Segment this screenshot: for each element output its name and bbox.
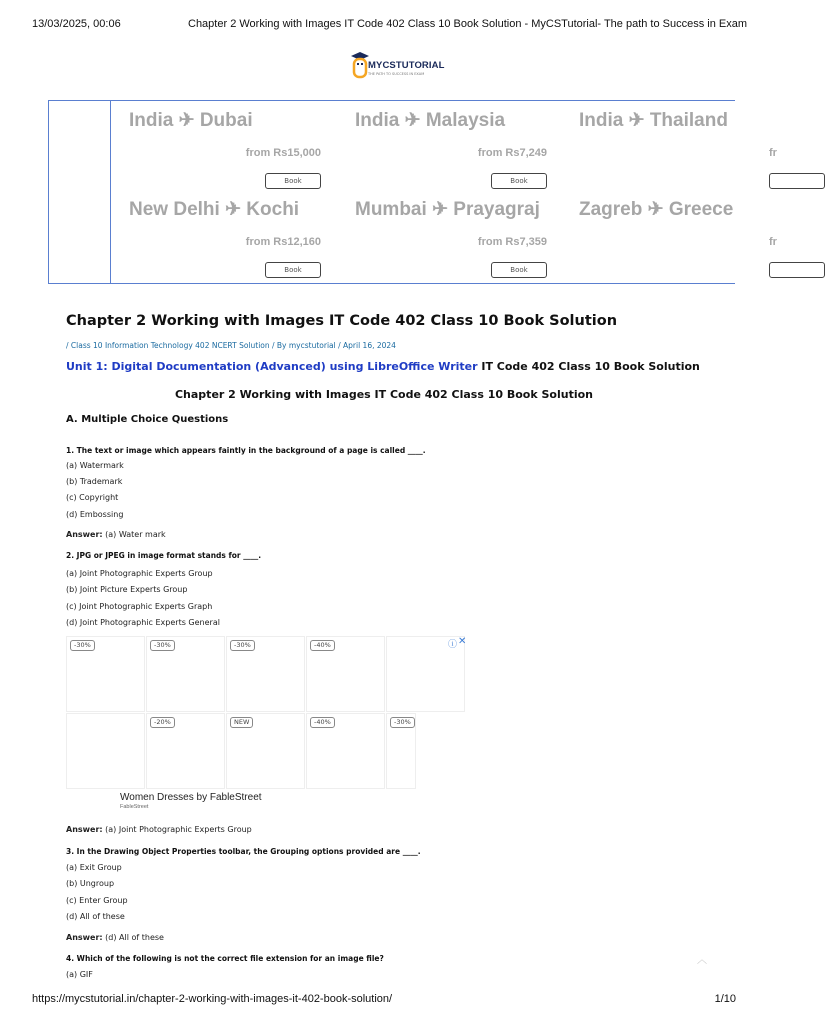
ad-info-icon[interactable]: ⓘ [448, 640, 458, 650]
ad-tile[interactable] [306, 713, 385, 789]
discount-badge: -40% [310, 640, 335, 651]
discount-badge: -30% [150, 640, 175, 651]
flight-route: New Delhi ✈ Kochi [129, 199, 300, 220]
book-button[interactable]: Book [265, 173, 321, 189]
ad-tile[interactable] [386, 713, 416, 789]
ad-tile[interactable] [146, 636, 225, 712]
flight-card[interactable] [337, 190, 561, 278]
discount-badge: -30% [230, 640, 255, 651]
discount-badge: -30% [390, 717, 415, 728]
flight-price: from Rs12,160 [245, 236, 321, 248]
print-header [0, 18, 768, 32]
dress-ad[interactable] [66, 636, 466, 816]
flight-card[interactable] [561, 190, 785, 278]
ad-source: FableStreet [120, 804, 149, 810]
flight-card[interactable] [561, 101, 785, 189]
article-meta[interactable]: / Class 10 Information Technology 402 NCERT Solution / By mycstutorial / April 16, 2024 [66, 341, 396, 350]
discount-badge: -40% [310, 717, 335, 728]
unit-link[interactable]: Unit 1: Digital Documentation (Advanced) using LibreOffice Writer [66, 360, 478, 373]
plane-icon: ✈ [628, 110, 645, 131]
question-text: 2. JPG or JPEG in image format stands for ____. [66, 551, 262, 560]
question-text: 3. In the Drawing Object Properties toolbar, the Grouping options provided are ____. [66, 847, 421, 856]
logo-tagline: THE PATH TO SUCCESS IN EXAM [368, 72, 425, 76]
flight-card[interactable] [111, 101, 335, 189]
book-button[interactable]: Book [491, 173, 547, 189]
answer: Answer: (d) All of these [66, 933, 164, 942]
print-page-title: Chapter 2 Working with Images IT Code 402 Class 10 Book Solution - MyCSTutorial- The path to Success in Exam [188, 18, 748, 30]
option: (b) Joint Picture Experts Group [66, 585, 188, 594]
option: (d) All of these [66, 912, 125, 921]
option: (a) Joint Photographic Experts Group [66, 569, 213, 578]
print-footer [0, 993, 768, 1007]
flight-price: from Rs15,000 [245, 147, 321, 159]
flight-price: fr [769, 147, 777, 159]
option: (d) Joint Photographic Experts General [66, 618, 220, 627]
unit-line-rest: IT Code 402 Class 10 Book Solution [477, 360, 700, 373]
option: (c) Copyright [66, 493, 119, 502]
new-badge: NEW [230, 717, 253, 728]
flight-route: Zagreb ✈ Greece [579, 199, 734, 220]
plane-icon: ✈ [225, 199, 242, 220]
flight-card[interactable] [111, 190, 335, 278]
book-button[interactable] [769, 173, 825, 189]
flight-route: Mumbai ✈ Prayagraj [355, 199, 540, 220]
ad-tile[interactable] [146, 713, 225, 789]
option: (d) Embossing [66, 510, 124, 519]
plane-icon: ✈ [647, 199, 664, 220]
flight-card[interactable] [337, 101, 561, 189]
scroll-to-top-icon[interactable]: ︿ [697, 955, 707, 966]
ad-tile[interactable] [66, 713, 145, 789]
option: (b) Trademark [66, 477, 123, 486]
flight-route: India ✈ Thailand [579, 110, 728, 131]
ad-tile[interactable] [66, 636, 145, 712]
graduation-cap-icon [350, 50, 370, 80]
article-title: Chapter 2 Working with Images IT Code 402 Class 10 Book Solution [66, 313, 618, 329]
article-subtitle: Chapter 2 Working with Images IT Code 402 Class 10 Book Solution [174, 388, 594, 401]
answer: Answer: (a) Joint Photographic Experts Group [66, 825, 252, 834]
ad-close-icon[interactable]: ✕ [458, 636, 467, 647]
plane-icon: ✈ [178, 110, 195, 131]
ad-tile[interactable] [306, 636, 385, 712]
flight-price: from Rs7,249 [477, 147, 547, 159]
option: (a) Watermark [66, 461, 124, 470]
option: (a) Exit Group [66, 863, 122, 872]
book-button[interactable] [769, 262, 825, 278]
flight-deals-ad [48, 100, 777, 284]
flight-route: India ✈ Malaysia [355, 110, 506, 131]
option: (b) Ungroup [66, 879, 115, 888]
ad-title[interactable]: Women Dresses by FableStreet [120, 792, 262, 803]
ad-tile[interactable] [226, 713, 305, 789]
discount-badge: -20% [150, 717, 175, 728]
ad-tile[interactable] [226, 636, 305, 712]
print-date: 13/03/2025, 00:06 [32, 18, 121, 30]
plane-icon: ✈ [404, 110, 421, 131]
option: (a) GIF [66, 970, 93, 979]
discount-badge: -30% [70, 640, 95, 651]
site-logo[interactable] [350, 48, 445, 84]
option: (c) Enter Group [66, 896, 128, 905]
question-text: 4. Which of the following is not the correct file extension for an image file? [66, 954, 384, 963]
option: (c) Joint Photographic Experts Graph [66, 602, 213, 611]
answer: Answer: (a) Water mark [66, 530, 166, 539]
section-heading: A. Multiple Choice Questions [66, 414, 229, 425]
flight-route: India ✈ Dubai [129, 110, 253, 131]
flight-price: fr [769, 236, 777, 248]
question-text: 1. The text or image which appears faintly in the background of a page is called ____. [66, 446, 426, 455]
plane-icon: ✈ [432, 199, 448, 220]
print-url: https://mycstutorial.in/chapter-2-working-with-images-it-402-book-solution/ [32, 993, 393, 1005]
flight-price: from Rs7,359 [477, 236, 547, 248]
book-button[interactable]: Book [491, 262, 547, 278]
book-button[interactable]: Book [265, 262, 321, 278]
unit-line [66, 360, 700, 373]
logo-brand-text: MYCSTUTORIAL [368, 60, 445, 71]
print-page-number: 1/10 [714, 993, 736, 1005]
